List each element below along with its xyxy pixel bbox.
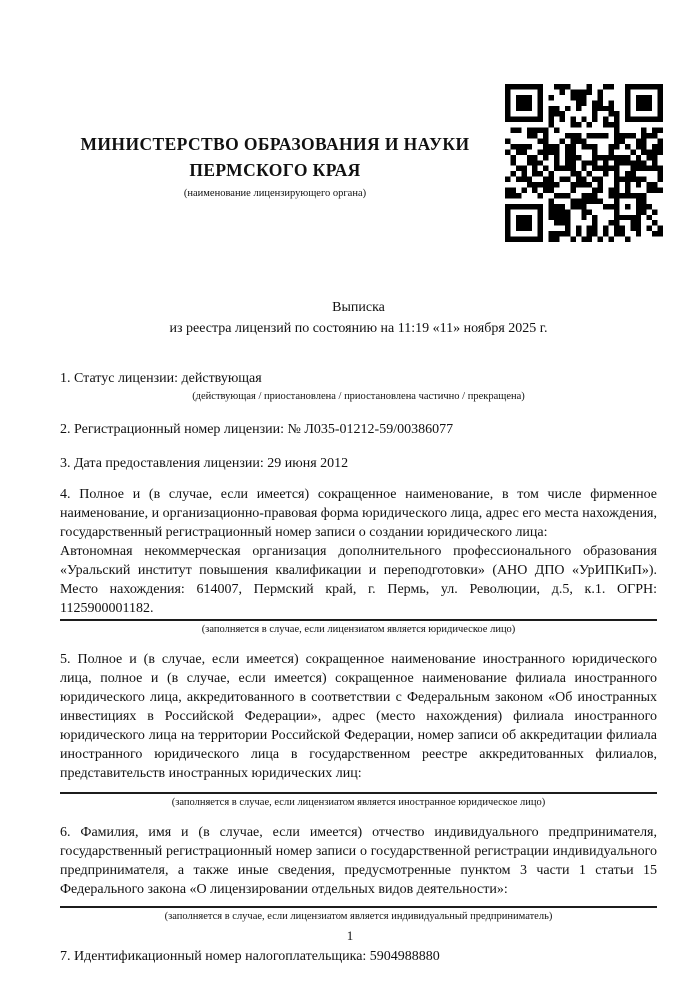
page-number: 1 [346,928,354,943]
field-grant-date-text: 3. Дата предоставления лицензии: 29 июня 2012 [60,456,349,471]
field-registration-number [60,420,657,439]
document-body [0,245,700,966]
field-legal-entity-caption: (заполняется в случае, если лицензиатом является юридическое лицо) [201,624,516,635]
field-legal-entity-value: Автономная некоммерческая организация дополнительного профессионального образования «Уральский институт повышения квалификации и переподготовки» (АНО ДПО «УрИПКиП»). Место нахождения: 614007, Пермский край, г. Пермь, ул. Революции, д.5, к.1. ОГРН: 1125900001182. [60,544,657,616]
field-taxpayer-number [60,947,657,966]
field-foreign-entity [60,650,657,809]
field-individual-entrepreneur [60,823,657,923]
field-taxpayer-number-text: 7. Идентификационный номер налогоплательщика: 5904988880 [60,949,440,964]
document-title-line2: из реестра лицензий по состоянию на 11:19 «11» ноября 2025 г. [169,321,548,336]
field-legal-entity-label: 4. Полное и (в случае, если имеется) сокращенное наименование, в том числе фирменное наименование, и организационно-правовая форма юридического лица, адрес его места нахождения, государственный регистрационный номер записи о создании юридического лица: [60,487,657,540]
ministry-name-line1: МИНИСТЕРСТВО ОБРАЗОВАНИЯ И НАУКИ [80,134,470,154]
field-registration-number-text: 2. Регистрационный номер лицензии: № Л035-01212-59/00386077 [60,422,454,437]
ministry-name-line2: ПЕРМСКОГО КРАЯ [189,160,361,180]
qr-code-icon [505,84,663,242]
field-individual-entrepreneur-underline [60,906,657,908]
field-legal-entity-underline [60,619,657,621]
field-individual-entrepreneur-label: 6. Фамилия, имя и (в случае, если имеется) отчество индивидуального предпринимателя, государственный регистрационный номер записи о государственной регистрации индивидуального предпринимателя, а также иные сведения, предусмотренные пунктом 3 части 1 статьи 15 Федерального закона «О лицензировании отдельных видов деятельности»: [60,825,657,897]
field-license-status [60,369,657,403]
field-individual-entrepreneur-caption: (заполняется в случае, если лицензиатом является индивидуальный предприниматель) [164,911,553,922]
field-license-status-caption: (действующая / приостановлена / приостановлена частично / прекращена) [192,391,525,402]
field-foreign-entity-underline [60,792,657,794]
ministry-caption: (наименование лицензирующего органа) [183,188,367,199]
field-grant-date [60,454,657,473]
field-legal-entity [60,485,657,636]
document-title [60,297,657,339]
field-foreign-entity-caption: (заполняется в случае, если лицензиатом является иностранное юридическое лицо) [171,797,546,808]
ministry-name [58,131,492,183]
field-license-status-text: 1. Статус лицензии: действующая [60,371,262,386]
field-foreign-entity-label: 5. Полное и (в случае, если имеется) сокращенное наименование иностранного юридического лица, полное и (в случае, если имеется) сокращенное наименование филиала иностранного юридического лица, аккредитованного в соответствии с Федеральным законом «Об иностранных инвестициях в Российской Федерации», адрес (место нахождения) филиала иностранного юридического лица на территории Российской Федерации, номер записи об аккредитации филиала иностранного юридического лица в государственном реестре аккредитованных филиалов, представительств иностранных юридических лиц: [60,652,657,781]
ministry-header [58,131,492,200]
document-title-line1: Выписка [332,300,385,315]
